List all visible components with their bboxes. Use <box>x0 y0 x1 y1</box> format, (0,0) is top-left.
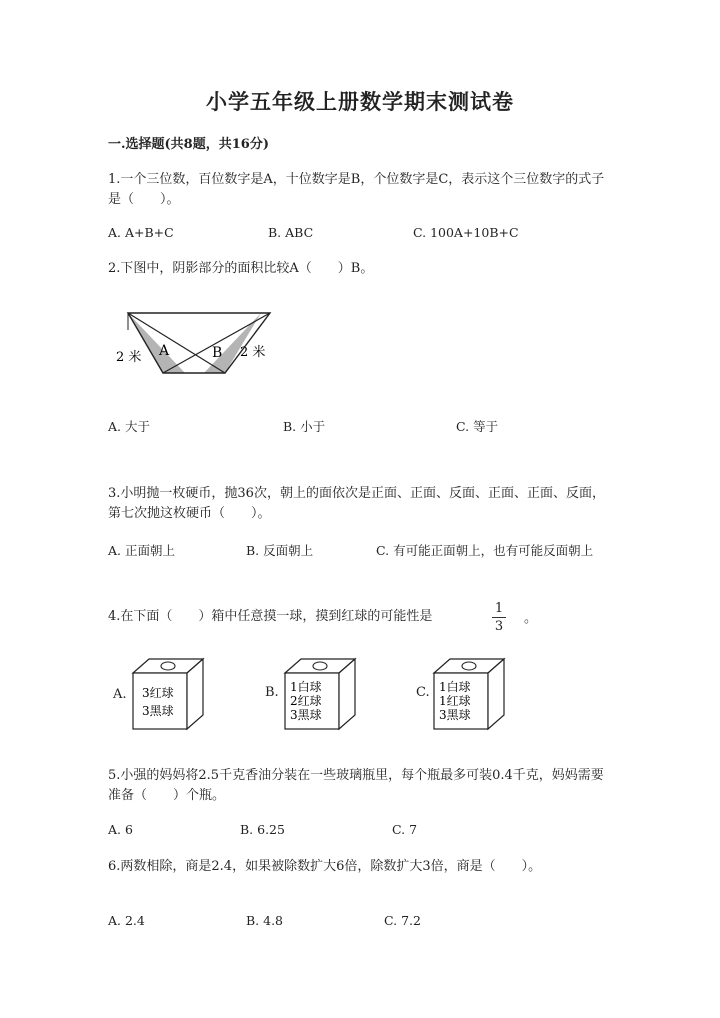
box-b-label: B. <box>265 685 279 700</box>
q1-option-b: B. ABC <box>268 225 314 240</box>
fraction-one-third <box>492 601 506 634</box>
question-1-text: 1.一个三位数，百位数字是A，十位数字是B，个位数字是C，表示这个三位数字的式子是（ ）。 <box>108 172 605 207</box>
q2-option-b: B. 小于 <box>283 419 326 434</box>
box-a-line-1: 3红球 <box>142 686 174 700</box>
q3-option-c: C. 有可能正面朝上，也有可能反面朝上 <box>376 543 594 558</box>
label-b: B <box>212 345 223 361</box>
box-b-line-1: 1白球 <box>290 680 322 694</box>
right-dimension: 2 米 <box>240 345 266 360</box>
trapezoid-figure <box>108 300 278 382</box>
q2-option-a: A. 大于 <box>108 419 150 434</box>
box-b-line-3: 3黑球 <box>290 708 322 722</box>
q4-text-after: 。 <box>524 611 538 626</box>
question-6-text: 6.两数相除，商是2.4，如果被除数扩大6倍，除数扩大3倍，商是（ ）。 <box>108 859 542 874</box>
q5-option-b: B. 6.25 <box>240 822 285 837</box>
q6-option-b: B. 4.8 <box>246 913 284 928</box>
q1-option-a: A. A+B+C <box>108 225 174 240</box>
q3-option-b: B. 反面朝上 <box>246 543 314 558</box>
q1-option-c: C. 100A+10B+C <box>413 225 519 240</box>
q3-option-a: A. 正面朝上 <box>108 543 175 558</box>
section-heading: 一.选择题(共8题，共16分) <box>108 137 269 152</box>
question-4-text <box>108 607 613 627</box>
q2-option-c: C. 等于 <box>456 419 499 434</box>
q6-option-c: C. 7.2 <box>384 913 421 928</box>
box-b-icon <box>279 657 359 731</box>
box-c-icon <box>428 657 508 731</box>
q4-text-before: 4.在下面（ ）箱中任意摸一球，摸到红球的可能性是 <box>108 609 433 624</box>
q5-option-c: C. 7 <box>392 822 418 837</box>
q5-option-a: A. 6 <box>108 822 133 837</box>
box-a-label: A. <box>113 687 127 702</box>
question-2-text: 2.下图中，阴影部分的面积比较A（ ）B。 <box>108 261 374 276</box>
box-a-line-2: 3黑球 <box>142 704 174 718</box>
label-a: A <box>159 343 170 359</box>
fraction-numerator: 1 <box>494 601 504 616</box>
box-b-line-2: 2红球 <box>290 694 322 708</box>
question-5-text: 5.小强的妈妈将2.5千克香油分装在一些玻璃瓶里，每个瓶最多可装0.4千克，妈妈需要准备（ ）个瓶。 <box>108 768 604 803</box>
box-c-line-1: 1白球 <box>439 680 471 694</box>
q6-option-a: A. 2.4 <box>108 913 145 928</box>
box-a-icon <box>127 657 207 731</box>
box-c-line-3: 3黑球 <box>439 708 471 722</box>
box-c-line-2: 1红球 <box>439 694 471 708</box>
question-3-text: 3.小明抛一枚硬币，抛36次，朝上的面依次是正面、正面、反面、正面、正面、反面，第七次抛这枚硬币（ ）。 <box>108 486 605 521</box>
page-title: 小学五年级上册数学期末测试卷 <box>206 89 514 114</box>
left-dimension: 2 米 <box>116 350 142 365</box>
box-c-label: C. <box>416 685 430 700</box>
fraction-denominator: 3 <box>494 619 504 634</box>
